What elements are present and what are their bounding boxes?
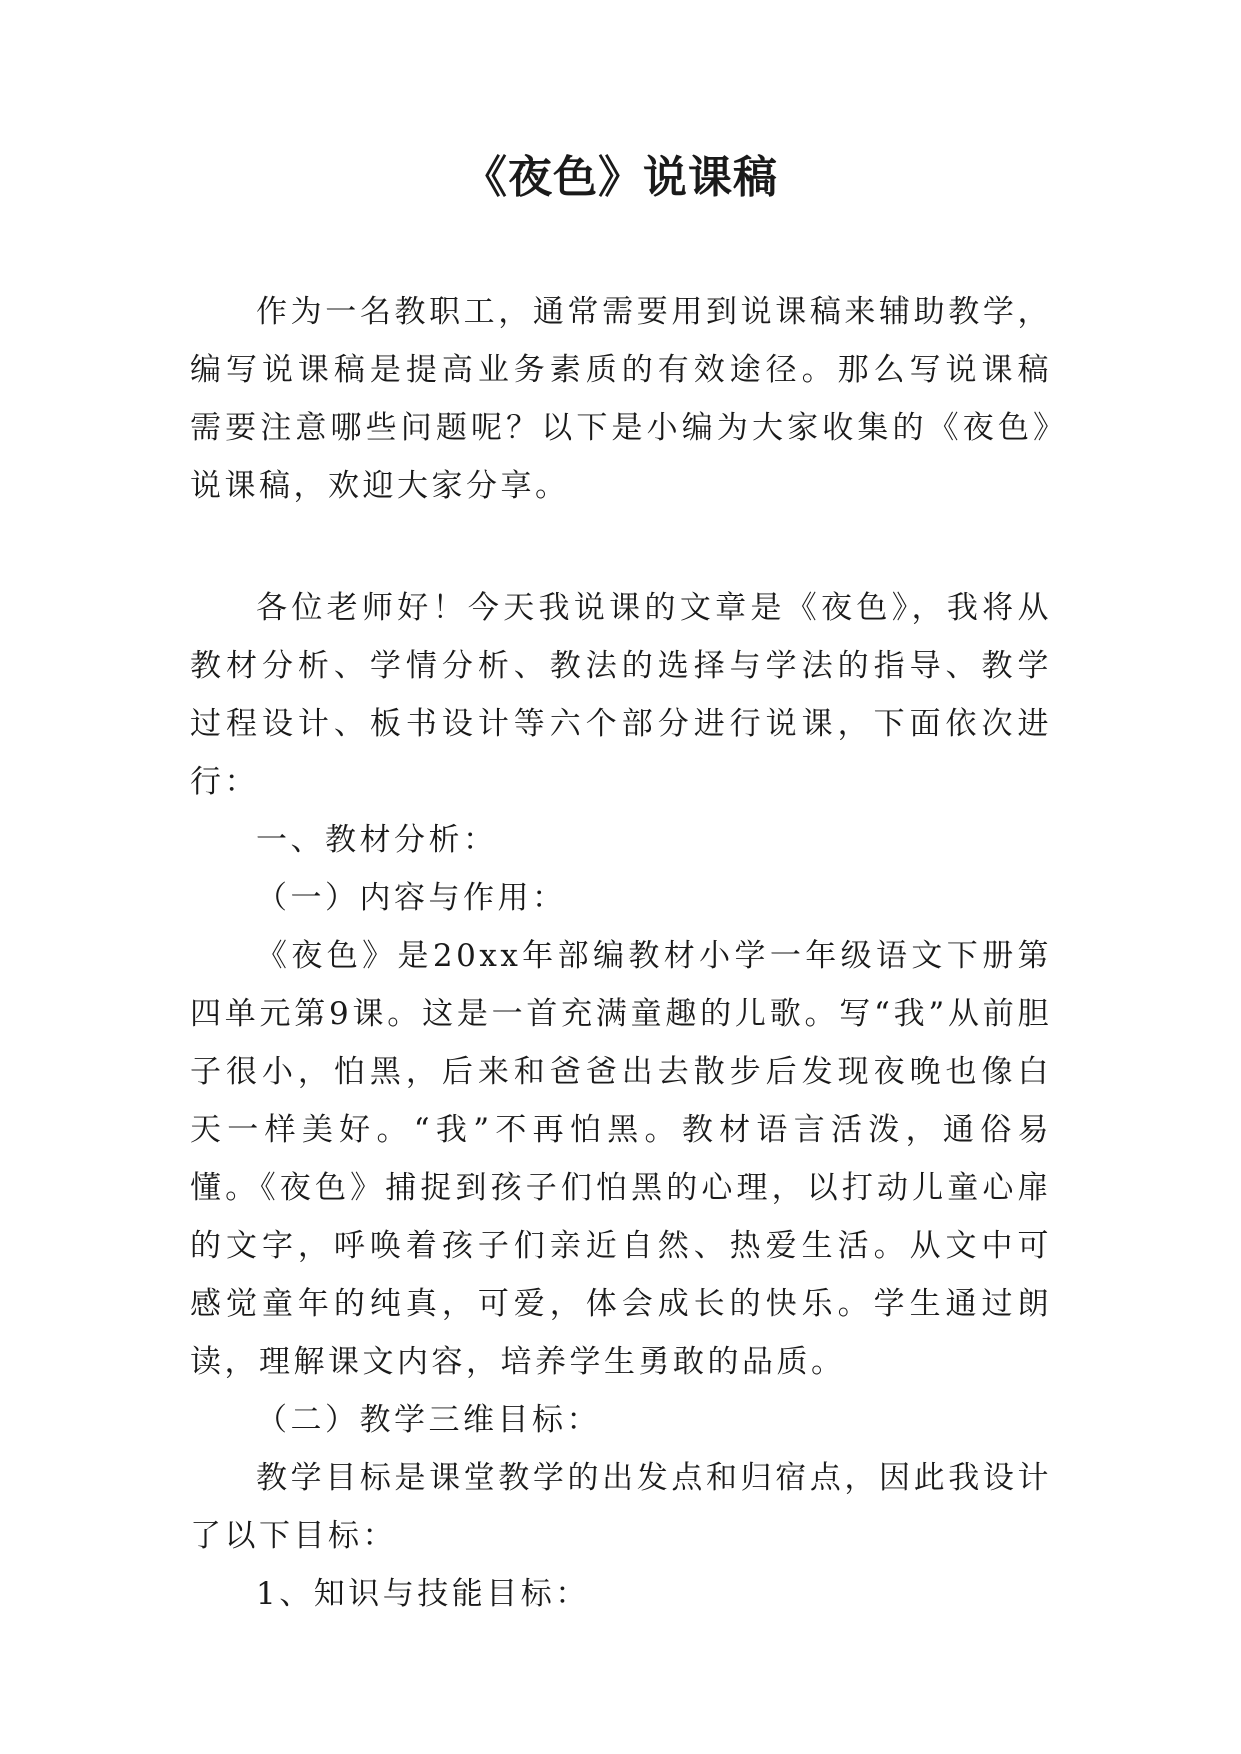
objectives-paragraph: 教学目标是课堂教学的出发点和归宿点，因此我设计了以下目标： [190, 1460, 1052, 1554]
subsection-heading-objectives: （二）教学三维目标： [256, 1402, 601, 1438]
document-title: 《夜色》说课稿 [463, 152, 778, 203]
intro-paragraph: 作为一名教职工，通常需要用到说课稿来辅助教学，编写说课稿是提高业务素质的有效途径。那么写说课稿需要注意哪些问题呢？以下是小编为大家收集的《夜色》说课稿，欢迎大家分享。 [190, 294, 1052, 504]
greeting-paragraph: 各位老师好！今天我说课的文章是《夜色》，我将从教材分析、学情分析、教法的选择与学法的指导、教学过程设计、板书设计等六个部分进行说课，下面依次进行： [190, 590, 1052, 800]
objective-item-1: 1、知识与技能目标： [256, 1576, 590, 1612]
document-body [190, 283, 1052, 1623]
subsection-heading-content: （一）内容与作用： [256, 880, 567, 916]
content-paragraph: 《夜色》是20xx年部编教材小学一年级语文下册第四单元第9课。这是一首充满童趣的儿歌。写“我”从前胆子很小，怕黑，后来和爸爸出去散步后发现夜晚也像白天一样美好。“我”不再怕黑。教材语言活泼，通俗易懂。《夜色》捕捉到孩子们怕黑的心理，以打动儿童心扉的文字，呼唤着孩子们亲近自然、热爱生活。从文中可感觉童年的纯真，可爱，体会成长的快乐。学生通过朗读，理解课文内容，培养学生勇敢的品质。 [190, 938, 1052, 1380]
paragraph-gap [190, 515, 1052, 579]
section-heading-textbook-analysis: 一、教材分析： [256, 822, 498, 858]
